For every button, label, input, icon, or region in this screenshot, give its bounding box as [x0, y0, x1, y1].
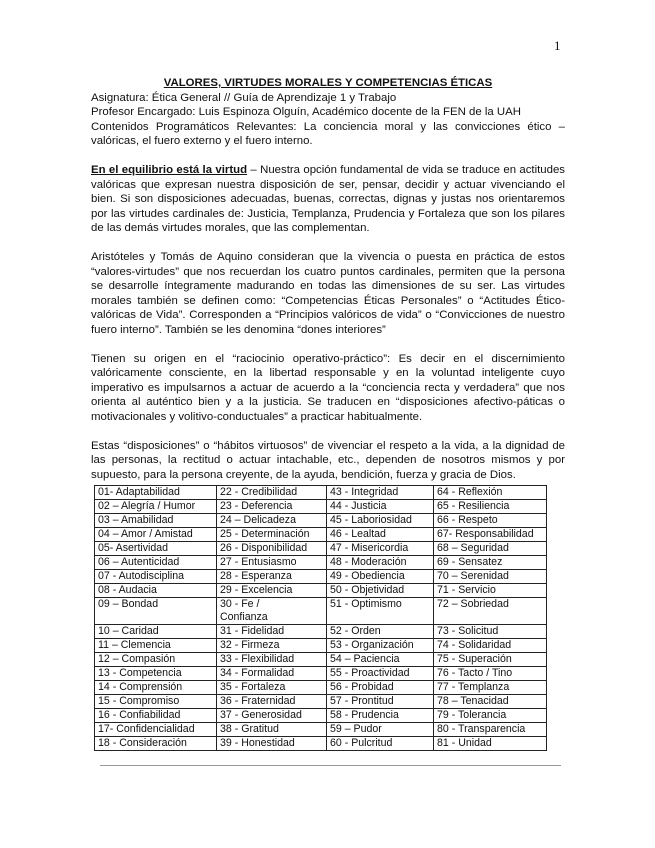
table-cell: 74 - Solidaridad: [434, 639, 547, 653]
meta-subject: Asignatura: Ética General // Guía de Aprendizaje 1 y Trabajo: [91, 91, 397, 104]
table-row: [95, 570, 547, 584]
table-cell: 52 - Orden: [327, 625, 434, 639]
page-number: 1: [554, 38, 561, 53]
table-cell: [217, 598, 327, 625]
course-meta: [91, 91, 565, 149]
table-cell: 57 - Prontitud: [327, 695, 434, 709]
table-row: [95, 667, 547, 681]
table-cell: 12 – Compasión: [95, 653, 217, 667]
table-cell: 59 – Pudor: [327, 723, 434, 737]
document-body: [91, 76, 565, 482]
table-cell: 07 - Autodisciplina: [95, 570, 217, 584]
table-cell: 14 - Comprensión: [95, 681, 217, 695]
table-cell: 67- Responsabilidad: [434, 528, 547, 542]
table-cell: 77 - Templanza: [434, 681, 547, 695]
table-row: [95, 681, 547, 695]
table-cell: 79 - Tolerancia: [434, 709, 547, 723]
table-cell: 23 - Deferencia: [217, 500, 327, 514]
paragraph-4: Estas “disposiciones” o “hábitos virtuosos” de vivenciar el respeto a la vida, a la dignidad de las personas, la rectitud o actuar intachable, etc., dependen de nosotros mismos y por supuesto, para la persona creyente, de la ayuda, bendición, fuerza y gracia de Dios.: [91, 439, 565, 481]
table-row: [95, 653, 547, 667]
table-row: [95, 542, 547, 556]
table-cell: 28 - Esperanza: [217, 570, 327, 584]
table-cell: 35 - Fortaleza: [217, 681, 327, 695]
table-row: [95, 737, 547, 751]
table-row: [95, 723, 547, 737]
table-cell: 76 - Tacto / Tino: [434, 667, 547, 681]
paragraph-1-lead: En el equilibrio está la virtud: [91, 164, 248, 176]
table-cell: 53 - Organización: [327, 639, 434, 653]
table-cell: 39 - Honestidad: [217, 737, 327, 751]
table-cell: 64 - Reflexión: [434, 486, 547, 500]
paragraph-1-text: – Nuestra opción fundamental de vida se traduce en actitudes valóricas que expresan nuestra disposición de ser, pensar, decidir y actuar vivenciando el bien. Si son disposiciones adecuadas, buenas, correctas, dignas y justas nos orientaremos por las virtudes cardinales de: Justicia, Templanza, Prudencia y Fortaleza que son los pilares de las demás virtudes morales, que las complementan.: [91, 164, 565, 234]
virtues-table: [94, 485, 547, 751]
table-cell: 72 – Sobriedad: [434, 598, 547, 625]
table-cell: 32 - Firmeza: [217, 639, 327, 653]
table-row: [95, 514, 547, 528]
table-cell: 37 - Generosidad: [217, 709, 327, 723]
table-cell: 43 - Integridad: [327, 486, 434, 500]
table-row: [95, 556, 547, 570]
table-cell: 81 - Unidad: [434, 737, 547, 751]
table-cell: 58 - Prudencia: [327, 709, 434, 723]
meta-contents: Contenidos Programáticos Relevantes: La conciencia moral y las convicciones ético – valóricas, el fuero externo y el fuero interno.: [91, 120, 565, 147]
table-cell: 24 – Delicadeza: [217, 514, 327, 528]
table-cell: 80 - Transparencia: [434, 723, 547, 737]
table-cell: 73 - Solicitud: [434, 625, 547, 639]
table-row: [95, 709, 547, 723]
table-cell: 50 - Objetividad: [327, 584, 434, 598]
table-cell: 38 - Gratitud: [217, 723, 327, 737]
meta-professor: Profesor Encargado: Luis Espinoza Olguín, Académico docente de la FEN de la UAH: [91, 106, 521, 118]
table-cell: 36 - Fraternidad: [217, 695, 327, 709]
table-cell: 78 – Tenacidad: [434, 695, 547, 709]
table-row: [95, 486, 547, 500]
table-cell: 56 - Probidad: [327, 681, 434, 695]
table-cell: 48 - Moderación: [327, 556, 434, 570]
table-cell: 66 - Respeto: [434, 514, 547, 528]
table-cell: 68 – Seguridad: [434, 542, 547, 556]
document-title: VALORES, VIRTUDES MORALES Y COMPETENCIAS ÉTICAS: [163, 77, 493, 89]
table-row: [95, 528, 547, 542]
table-cell: 22 - Credibilidad: [217, 486, 327, 500]
table-cell: 65 - Resiliencia: [434, 500, 547, 514]
table-cell: 34 - Formalidad: [217, 667, 327, 681]
table-cell: 70 – Serenidad: [434, 570, 547, 584]
table-row: [95, 625, 547, 639]
table-cell: 10 – Caridad: [95, 625, 217, 639]
table-cell: 18 - Consideración: [95, 737, 217, 751]
table-cell: 49 - Obediencia: [327, 570, 434, 584]
table-cell: 04 – Amor / Amistad: [95, 528, 217, 542]
table-cell: 03 – Amabilidad: [95, 514, 217, 528]
table-cell: 13 - Competencia: [95, 667, 217, 681]
cell-line: Confianza: [220, 611, 268, 623]
table-cell: 08 - Audacia: [95, 584, 217, 598]
table-cell: 25 - Determinación: [217, 528, 327, 542]
table-cell: 06 – Autenticidad: [95, 556, 217, 570]
table-cell: 15 - Compromiso: [95, 695, 217, 709]
table-cell: 69 - Sensatez: [434, 556, 547, 570]
table-cell: 54 – Paciencia: [327, 653, 434, 667]
table-cell: 44 - Justicia: [327, 500, 434, 514]
table-cell: 33 - Flexibilidad: [217, 653, 327, 667]
table-cell: 16 - Confiabilidad: [95, 709, 217, 723]
table-cell: 09 – Bondad: [95, 598, 217, 625]
table-cell: 31 - Fidelidad: [217, 625, 327, 639]
table-cell: 11 – Clemencia: [95, 639, 217, 653]
table-row: [95, 598, 547, 625]
table-row: [95, 639, 547, 653]
table-cell: 45 - Laboriosidad: [327, 514, 434, 528]
table-bottom-rule: [100, 765, 561, 766]
table-cell: 05- Asertividad: [95, 542, 217, 556]
table-cell: 26 - Disponibilidad: [217, 542, 327, 556]
cell-line: 30 - Fe /: [220, 598, 260, 610]
table-cell: 71 - Servicio: [434, 584, 547, 598]
table-cell: 02 – Alegría / Humor: [95, 500, 217, 514]
table-cell: 75 - Superación: [434, 653, 547, 667]
paragraph-1: [91, 163, 565, 236]
paragraph-3: Tienen su origen en el “raciocinio operativo-práctico”: Es decir en el discernimiento valóricamente consciente, en la libertad responsable y en la voluntad inteligente cuyo imperativo es impulsarnos a actuar de acuerdo a la “conciencia recta y verdadera” que nos orienta al auténtico bien y a la justicia. Se traducen en “disposiciones afectivo-páticas o motivacionales y volitivo-conductuales” a practicar habitualmente.: [91, 352, 565, 423]
table-cell: 55 - Proactividad: [327, 667, 434, 681]
table-cell: 17- Confidencialidad: [95, 723, 217, 737]
table-row: [95, 500, 547, 514]
table-cell: 47 - Misericordia: [327, 542, 434, 556]
table-cell: 51 - Optimismo: [327, 598, 434, 625]
table-row: [95, 695, 547, 709]
table-cell: 46 - Lealtad: [327, 528, 434, 542]
table-cell: 29 - Excelencia: [217, 584, 327, 598]
table-cell: 01- Adaptabilidad: [95, 486, 217, 500]
paragraph-2: Aristóteles y Tomás de Aquino consideran que la vivencia o puesta en práctica de estos “valores-virtudes” que nos recuerdan los cuatro puntos cardinales, permiten que la persona se desarrolle íntegramente madurando en todas las dimensiones de su ser. Las virtudes morales también se definen como: “Competencias Éticas Personales” o “Actitudes Ético-valóricas de Vida”. Corresponden a “Principios valóricos de vida” o “Convicciones de nuestro fuero interno”. También se les denomina “dones interiores”: [91, 251, 565, 336]
table-cell: 27 - Entusiasmo: [217, 556, 327, 570]
table-cell: 60 - Pulcritud: [327, 737, 434, 751]
table-row: [95, 584, 547, 598]
